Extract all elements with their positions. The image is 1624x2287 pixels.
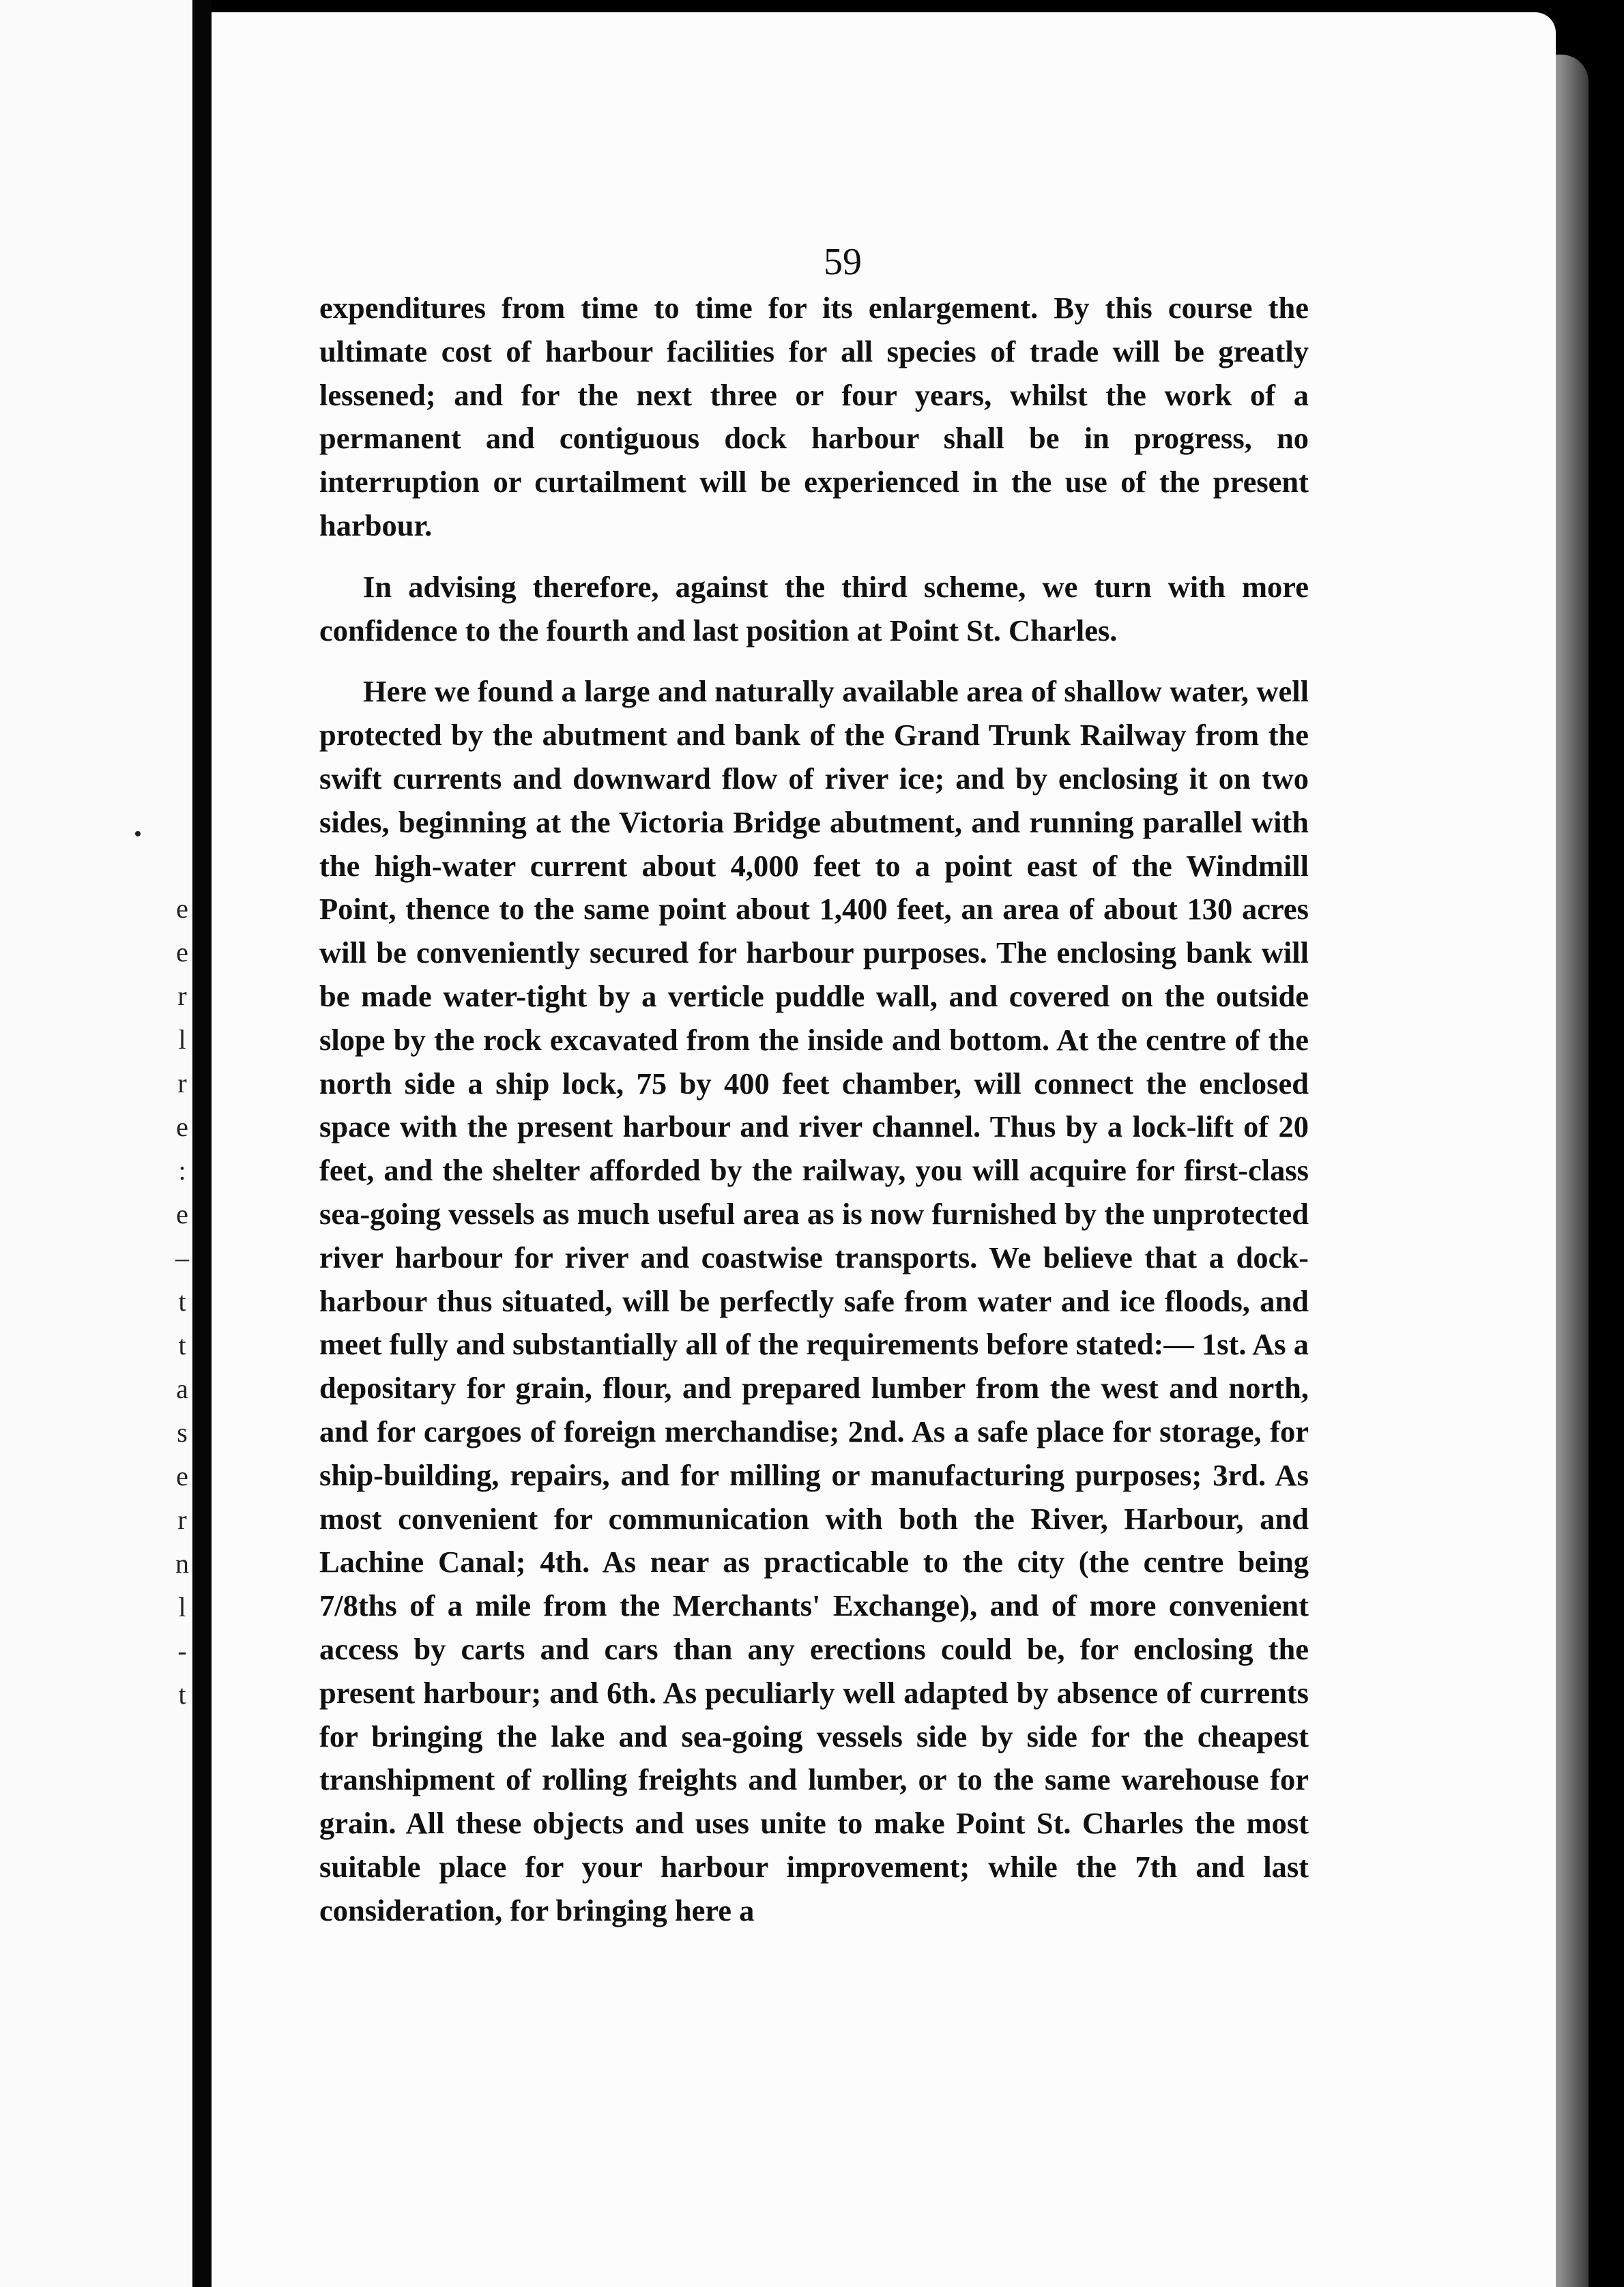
left-facing-page	[0, 0, 192, 2287]
paragraph-continuation: expenditures from time to time for its enlargement. By this course the ultimate cost of harbour facilities for all species of trade will be greatly lessened; and for the next three or four years, whilst the work of a permanent and contiguous dock harbour shall be in progress, no interruption or curtailment will be experienced in the use of the present harbour.	[319, 291, 1309, 542]
book-gutter	[192, 0, 212, 2287]
page-number: 59	[824, 241, 862, 283]
paragraph-fourth-position: In advising therefore, against the third scheme, we turn with more confidence to the fourth and last position at Point St. Charles.	[319, 569, 1309, 647]
ink-speck	[135, 831, 141, 836]
left-page-edge-text: e e r l r e : e – t t a s e r n l - t	[175, 893, 189, 1710]
body-text	[319, 287, 1309, 1932]
paragraph-point-st-charles: Here we found a large and naturally available area of shallow water, well protected by the abutment and bank of the Grand Trunk Railway from the swift currents and downward flow of river ice; and by enclosing it on two sides, beginning at the Victoria Bridge abutment, and running parallel with the high-water current about 4,000 feet to a point east of the Windmill Point, thence to the same point about 1,400 feet, an area of about 130 acres will be conveniently secured for harbour purposes. The enclosing bank will be made water-tight by a verticle puddle wall, and covered on the outside slope by the rock excavated from the inside and bottom. At the centre of the north side a ship lock, 75 by 400 feet chamber, will connect the enclosed space with the present harbour and river channel. Thus by a lock-lift of 20 feet, and the shelter afforded by the railway, you will acquire for first-class sea-going vessels as much useful area as is now furnished by the unprotected river harbour for river and coastwise transports. We believe that a dock-harbour thus situated, will be perfectly safe from water and ice floods, and meet fully and substantially all of the requirements before stated:— 1st. As a depositary for grain, flour, and prepared lumber from the west and north, and for cargoes of foreign merchandise; 2nd. As a safe place for storage, for ship-building, repairs, and for milling or manufacturing purposes; 3rd. As most convenient for communication with both the River, Harbour, and Lachine Canal; 4th. As near as practicable to the city (the centre being 7/8ths of a mile from the Merchants' Exchange), and of more convenient access by carts and cars than any erections could be, for enclosing the present harbour; and 6th. As peculiarly well adapted by absence of currents for bringing the lake and sea-going vessels side by side for the cheapest transhipment of rolling freights and lumber, or to the same warehouse for grain. All these objects and uses unite to make Point St. Charles the most suitable place for your harbour improvement; while the 7th and last consideration, for bringing here a	[319, 674, 1309, 1927]
